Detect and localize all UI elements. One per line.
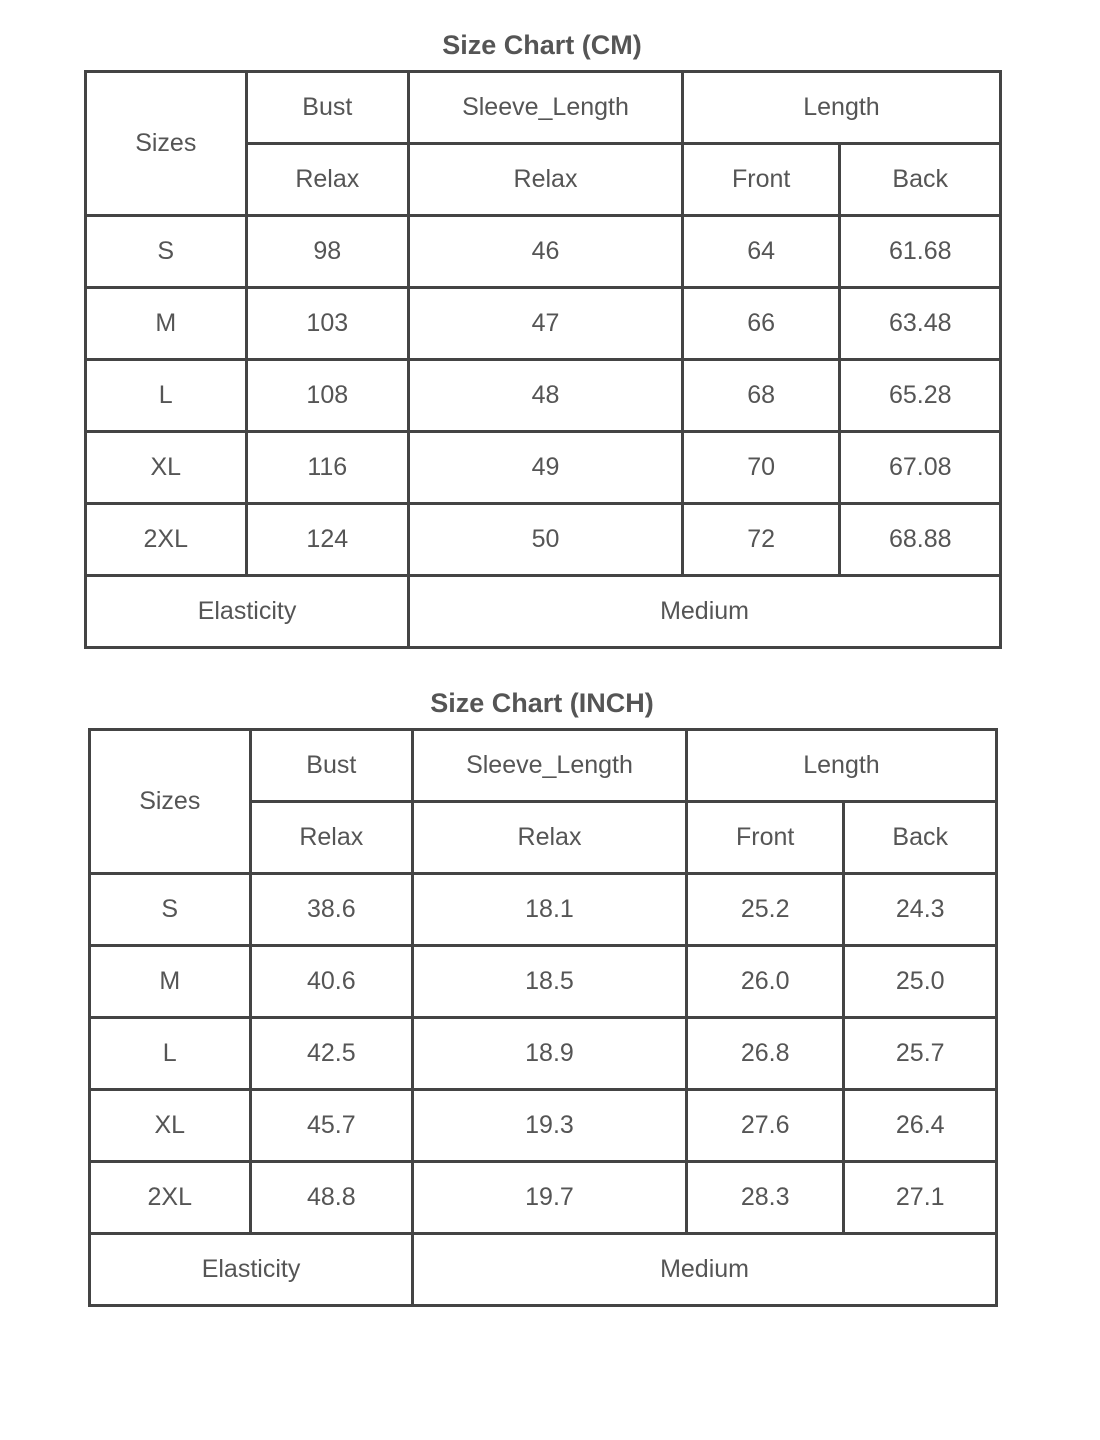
cell-front: 25.2 — [686, 874, 844, 946]
cell-sleeve: 48 — [409, 360, 683, 432]
table-row — [90, 1162, 997, 1234]
cell-size: L — [90, 1018, 251, 1090]
cell-size: S — [86, 216, 247, 288]
cell-size: 2XL — [86, 504, 247, 576]
chart-title-cm: Size Chart (CM) — [442, 30, 642, 60]
header-sizes: Sizes — [86, 72, 247, 216]
table-header-row — [86, 72, 1001, 144]
cell-sleeve: 19.3 — [413, 1090, 687, 1162]
table-row — [86, 288, 1001, 360]
cell-back: 61.68 — [840, 216, 1001, 288]
size-table-inch — [88, 728, 998, 1307]
cell-size: XL — [86, 432, 247, 504]
subheader-front: Front — [682, 144, 840, 216]
cell-back: 25.7 — [844, 1018, 997, 1090]
footer-elasticity-label: Elasticity — [90, 1234, 413, 1306]
table-row — [90, 1090, 997, 1162]
cell-bust: 45.7 — [250, 1090, 413, 1162]
cell-front: 66 — [682, 288, 840, 360]
cell-front: 26.0 — [686, 946, 844, 1018]
cell-back: 63.48 — [840, 288, 1001, 360]
cell-front: 26.8 — [686, 1018, 844, 1090]
cell-front: 64 — [682, 216, 840, 288]
cell-front: 72 — [682, 504, 840, 576]
subheader-bust-relax: Relax — [250, 802, 413, 874]
cell-front: 70 — [682, 432, 840, 504]
cell-sleeve: 19.7 — [413, 1162, 687, 1234]
footer-elasticity-label: Elasticity — [86, 576, 409, 648]
cell-sleeve: 49 — [409, 432, 683, 504]
table-footer-row — [90, 1234, 997, 1306]
header-bust: Bust — [246, 72, 409, 144]
table-row — [90, 874, 997, 946]
cell-bust: 116 — [246, 432, 409, 504]
chart-title-inch: Size Chart (INCH) — [430, 688, 654, 718]
cell-size: M — [90, 946, 251, 1018]
table-header-row — [90, 730, 997, 802]
table-footer-row — [86, 576, 1001, 648]
cell-back: 27.1 — [844, 1162, 997, 1234]
cell-back: 26.4 — [844, 1090, 997, 1162]
cell-back: 67.08 — [840, 432, 1001, 504]
cell-front: 68 — [682, 360, 840, 432]
subheader-sleeve-relax: Relax — [413, 802, 687, 874]
cell-back: 25.0 — [844, 946, 997, 1018]
subheader-bust-relax: Relax — [246, 144, 409, 216]
cell-bust: 103 — [246, 288, 409, 360]
subheader-sleeve-relax: Relax — [409, 144, 683, 216]
header-sleeve-length: Sleeve_Length — [413, 730, 687, 802]
table-row — [86, 504, 1001, 576]
footer-elasticity-value: Medium — [413, 1234, 997, 1306]
table-row — [86, 432, 1001, 504]
cell-size: M — [86, 288, 247, 360]
cell-sleeve: 18.1 — [413, 874, 687, 946]
header-bust: Bust — [250, 730, 413, 802]
cell-front: 27.6 — [686, 1090, 844, 1162]
table-row — [86, 216, 1001, 288]
cell-size: 2XL — [90, 1162, 251, 1234]
cell-sleeve: 18.9 — [413, 1018, 687, 1090]
cell-sleeve: 18.5 — [413, 946, 687, 1018]
table-row — [90, 946, 997, 1018]
cell-bust: 42.5 — [250, 1018, 413, 1090]
size-table-cm — [84, 70, 1002, 649]
cell-bust: 98 — [246, 216, 409, 288]
table-row — [86, 360, 1001, 432]
subheader-back: Back — [844, 802, 997, 874]
cell-bust: 40.6 — [250, 946, 413, 1018]
header-sleeve-length: Sleeve_Length — [409, 72, 683, 144]
cell-back: 24.3 — [844, 874, 997, 946]
cell-bust: 108 — [246, 360, 409, 432]
cell-sleeve: 50 — [409, 504, 683, 576]
cell-bust: 124 — [246, 504, 409, 576]
cell-size: L — [86, 360, 247, 432]
footer-elasticity-value: Medium — [409, 576, 1001, 648]
cell-sleeve: 47 — [409, 288, 683, 360]
cell-back: 65.28 — [840, 360, 1001, 432]
cell-bust: 48.8 — [250, 1162, 413, 1234]
cell-size: XL — [90, 1090, 251, 1162]
header-length: Length — [686, 730, 996, 802]
table-row — [90, 1018, 997, 1090]
header-length: Length — [682, 72, 1000, 144]
subheader-back: Back — [840, 144, 1001, 216]
subheader-front: Front — [686, 802, 844, 874]
cell-back: 68.88 — [840, 504, 1001, 576]
cell-front: 28.3 — [686, 1162, 844, 1234]
header-sizes: Sizes — [90, 730, 251, 874]
cell-bust: 38.6 — [250, 874, 413, 946]
cell-size: S — [90, 874, 251, 946]
cell-sleeve: 46 — [409, 216, 683, 288]
